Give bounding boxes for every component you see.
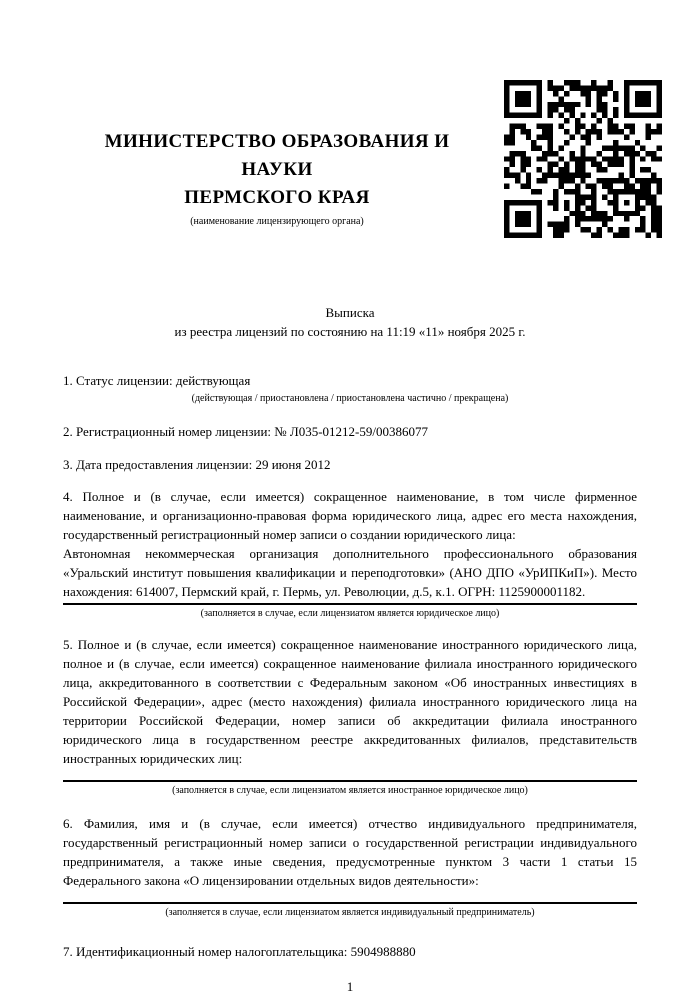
licensing-authority-block xyxy=(67,128,487,227)
qr-code xyxy=(504,80,662,238)
item-1-status-options-caption: (действующая / приостановлена / приостановлена частично / прекращена) xyxy=(191,393,509,404)
item-2-registration-number: 2. Регистрационный номер лицензии: № Л035-01212-59/00386077 xyxy=(63,424,429,439)
document-header xyxy=(63,0,637,248)
item-7-taxpayer-number: 7. Идентификационный номер налогоплательщика: 5904988880 xyxy=(63,944,416,959)
item-4-question: 4. Полное и (в случае, если имеется) сокращенное наименование, в том числе фирменное наименование, и организационно-правовая форма юридического лица, адрес его места нахождения, государственный регистрационный номер записи о создании юридического лица: xyxy=(63,489,637,542)
fill-line-legal-entity xyxy=(63,603,637,605)
page-number: 1 xyxy=(346,979,354,994)
item-6-individual-entrepreneur-section xyxy=(63,814,637,920)
item-5-foreign-entity-section xyxy=(63,635,637,798)
item-3-grant-date: 3. Дата предоставления лицензии: 29 июня 2012 xyxy=(63,457,331,472)
item-5-caption: (заполняется в случае, если лицензиатом является иностранное юридическое лицо) xyxy=(172,785,528,796)
fill-line-individual-entrepreneur xyxy=(63,902,637,904)
extract-title: Выписка xyxy=(325,305,375,320)
ministry-name-line2: ПЕРМСКОГО КРАЯ xyxy=(184,187,370,208)
item-5-question: 5. Полное и (в случае, если имеется) сокращенное наименование иностранного юридического лица, полное и (в случае, если имеется) сокращенное наименование филиала иностранного юридического лица, аккредитованного в соответствии с Федеральным законом «Об иностранных инвестициях в Российской Федерации», адрес (место нахождения) филиала иностранного юридического лица на территории Российской Федерации, номер записи об аккредитации филиала иностранного юридического лица в государственном реестре аккредитованных филиалов, представительств иностранных юридических лиц: xyxy=(63,637,637,766)
item-4-answer: Автономная некоммерческая организация дополнительного профессионального образования «Уральский институт повышения квалификации и переподготовки» (АНО ДПО «УрИПКиП»). Место нахождения: 614007, Пермский край, г. Пермь, ул. Революции, д.5, к.1. ОГРН: 1125900001182. xyxy=(63,546,637,599)
item-4-caption: (заполняется в случае, если лицензиатом является юридическое лицо) xyxy=(200,608,500,619)
ministry-caption: (наименование лицензирующего органа) xyxy=(190,216,364,227)
item-6-question: 6. Фамилия, имя и (в случае, если имеется) отчество индивидуального предпринимателя, государственный регистрационный номер записи о государственной регистрации индивидуального предпринимателя, а также иные сведения, предусмотренные пунктом 3 части 1 статьи 15 Федерального закона «О лицензировании отдельных видов деятельности»: xyxy=(63,816,637,888)
item-4-legal-entity-section xyxy=(63,487,637,621)
extract-subtitle: из реестра лицензий по состоянию на 11:19 «11» ноября 2025 г. xyxy=(174,324,526,339)
fill-line-foreign-entity xyxy=(63,780,637,782)
extract-title-block xyxy=(63,303,637,341)
item-1-license-status: 1. Статус лицензии: действующая xyxy=(63,373,251,388)
ministry-name-line1: МИНИСТЕРСТВО ОБРАЗОВАНИЯ И НАУКИ xyxy=(104,131,450,180)
item-6-caption: (заполняется в случае, если лицензиатом является индивидуальный предприниматель) xyxy=(165,907,535,918)
